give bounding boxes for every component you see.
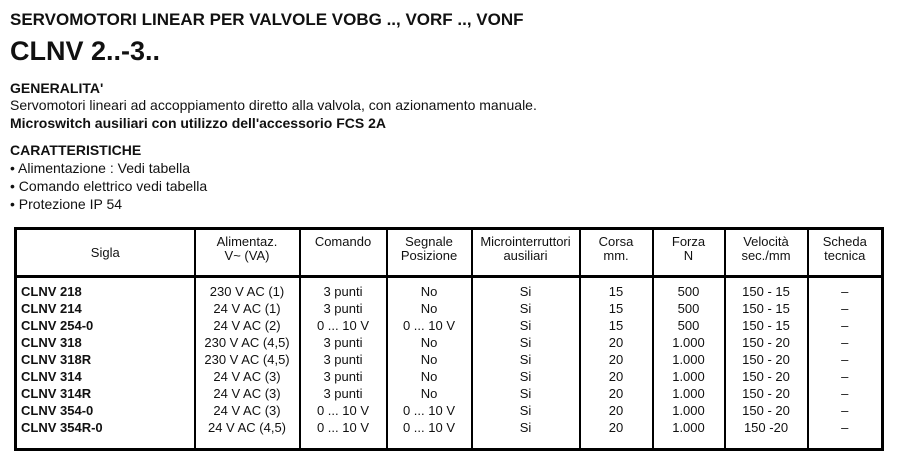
cell-velocita: 150 - 20 (725, 402, 808, 419)
cell-scheda-tecnica: – (808, 351, 883, 368)
cell-alimentazione: 24 V AC (1) (195, 300, 300, 317)
cell-forza: 500 (653, 317, 725, 334)
cell-corsa: 20 (580, 351, 653, 368)
cell-corsa: 15 (580, 317, 653, 334)
cell-segnale-posizione: No (387, 300, 472, 317)
cell-sigla: CLNV 354-0 (16, 402, 195, 419)
cell-segnale-posizione: No (387, 368, 472, 385)
table-row (16, 334, 883, 351)
cell-scheda-tecnica: – (808, 300, 883, 317)
cell-segnale-posizione: 0 ... 10 V (387, 402, 472, 419)
cell-corsa: 20 (580, 334, 653, 351)
cell-microinterruttori: Si (472, 419, 580, 450)
column-header-velocita: Velocità sec./mm (725, 229, 808, 277)
cell-scheda-tecnica: – (808, 277, 883, 301)
generalita-description: Servomotori lineari ad accoppiamento diretto alla valvola, con azionamento manuale. (10, 97, 537, 113)
cell-sigla: CLNV 254-0 (16, 317, 195, 334)
table-row (16, 277, 883, 301)
table-row (16, 317, 883, 334)
cell-scheda-tecnica: – (808, 402, 883, 419)
cell-microinterruttori: Si (472, 300, 580, 317)
cell-segnale-posizione: No (387, 334, 472, 351)
cell-corsa: 20 (580, 402, 653, 419)
cell-comando: 3 punti (300, 368, 387, 385)
cell-alimentazione: 24 V AC (4,5) (195, 419, 300, 450)
caratteristiche-bullet: • Alimentazione : Vedi tabella (10, 160, 191, 176)
cell-scheda-tecnica: – (808, 317, 883, 334)
cell-segnale-posizione: No (387, 351, 472, 368)
cell-corsa: 15 (580, 300, 653, 317)
table-row (16, 385, 883, 402)
table-header-row (16, 229, 883, 277)
cell-comando: 3 punti (300, 351, 387, 368)
cell-sigla: CLNV 214 (16, 300, 195, 317)
cell-forza: 1.000 (653, 351, 725, 368)
table-row (16, 368, 883, 385)
cell-alimentazione: 24 V AC (3) (195, 402, 300, 419)
cell-forza: 1.000 (653, 385, 725, 402)
cell-microinterruttori: Si (472, 351, 580, 368)
cell-velocita: 150 - 15 (725, 317, 808, 334)
caratteristiche-bullet: • Protezione IP 54 (10, 196, 123, 212)
cell-velocita: 150 - 20 (725, 368, 808, 385)
cell-scheda-tecnica: – (808, 334, 883, 351)
cell-comando: 0 ... 10 V (300, 402, 387, 419)
cell-comando: 0 ... 10 V (300, 317, 387, 334)
table-row (16, 300, 883, 317)
cell-alimentazione: 230 V AC (4,5) (195, 334, 300, 351)
cell-sigla: CLNV 314 (16, 368, 195, 385)
cell-velocita: 150 -20 (725, 419, 808, 450)
cell-forza: 1.000 (653, 368, 725, 385)
cell-corsa: 15 (580, 277, 653, 301)
cell-forza: 1.000 (653, 334, 725, 351)
cell-scheda-tecnica: – (808, 385, 883, 402)
cell-microinterruttori: Si (472, 277, 580, 301)
column-header-sigla: Sigla (16, 229, 195, 277)
cell-corsa: 20 (580, 368, 653, 385)
cell-scheda-tecnica: – (808, 368, 883, 385)
cell-corsa: 20 (580, 419, 653, 450)
model-title: CLNV 2..-3.. (10, 36, 161, 66)
cell-segnale-posizione: No (387, 385, 472, 402)
generalita-microswitch-note: Microswitch ausiliari con utilizzo dell'accessorio FCS 2A (10, 115, 386, 131)
cell-microinterruttori: Si (472, 368, 580, 385)
cell-segnale-posizione: 0 ... 10 V (387, 317, 472, 334)
cell-forza: 500 (653, 277, 725, 301)
document-title: SERVOMOTORI LINEAR PER VALVOLE VOBG .., VORF .., VONF (10, 10, 524, 29)
cell-comando: 3 punti (300, 385, 387, 402)
cell-microinterruttori: Si (472, 334, 580, 351)
cell-sigla: CLNV 318R (16, 351, 195, 368)
cell-velocita: 150 - 20 (725, 351, 808, 368)
column-header-microinterruttori: Microinterruttori ausiliari (472, 229, 580, 277)
column-header-comando: Comando (300, 229, 387, 277)
cell-forza: 500 (653, 300, 725, 317)
cell-scheda-tecnica: – (808, 419, 883, 450)
table-row (16, 351, 883, 368)
cell-comando: 3 punti (300, 334, 387, 351)
cell-forza: 1.000 (653, 419, 725, 450)
caratteristiche-heading: CARATTERISTICHE (10, 142, 142, 158)
cell-comando: 3 punti (300, 300, 387, 317)
cell-sigla: CLNV 318 (16, 334, 195, 351)
column-header-scheda-tecnica: Scheda tecnica (808, 229, 883, 277)
cell-velocita: 150 - 15 (725, 277, 808, 301)
cell-sigla: CLNV 218 (16, 277, 195, 301)
column-header-segnale-posizione: Segnale Posizione (387, 229, 472, 277)
cell-microinterruttori: Si (472, 402, 580, 419)
cell-alimentazione: 24 V AC (3) (195, 368, 300, 385)
cell-comando: 0 ... 10 V (300, 419, 387, 450)
specifications-table (14, 227, 884, 451)
cell-velocita: 150 - 20 (725, 385, 808, 402)
column-header-forza: Forza N (653, 229, 725, 277)
column-header-corsa: Corsa mm. (580, 229, 653, 277)
caratteristiche-bullet: • Comando elettrico vedi tabella (10, 178, 208, 194)
cell-velocita: 150 - 15 (725, 300, 808, 317)
cell-microinterruttori: Si (472, 317, 580, 334)
cell-segnale-posizione: No (387, 277, 472, 301)
cell-sigla: CLNV 354R-0 (16, 419, 195, 450)
column-header-alimentazione: Alimentaz. V~ (VA) (195, 229, 300, 277)
cell-corsa: 20 (580, 385, 653, 402)
cell-segnale-posizione: 0 ... 10 V (387, 419, 472, 450)
cell-microinterruttori: Si (472, 385, 580, 402)
cell-comando: 3 punti (300, 277, 387, 301)
cell-alimentazione: 230 V AC (1) (195, 277, 300, 301)
cell-alimentazione: 24 V AC (2) (195, 317, 300, 334)
generalita-heading: GENERALITA' (10, 80, 104, 96)
cell-velocita: 150 - 20 (725, 334, 808, 351)
cell-forza: 1.000 (653, 402, 725, 419)
cell-sigla: CLNV 314R (16, 385, 195, 402)
table-row (16, 402, 883, 419)
cell-alimentazione: 230 V AC (4,5) (195, 351, 300, 368)
cell-alimentazione: 24 V AC (3) (195, 385, 300, 402)
